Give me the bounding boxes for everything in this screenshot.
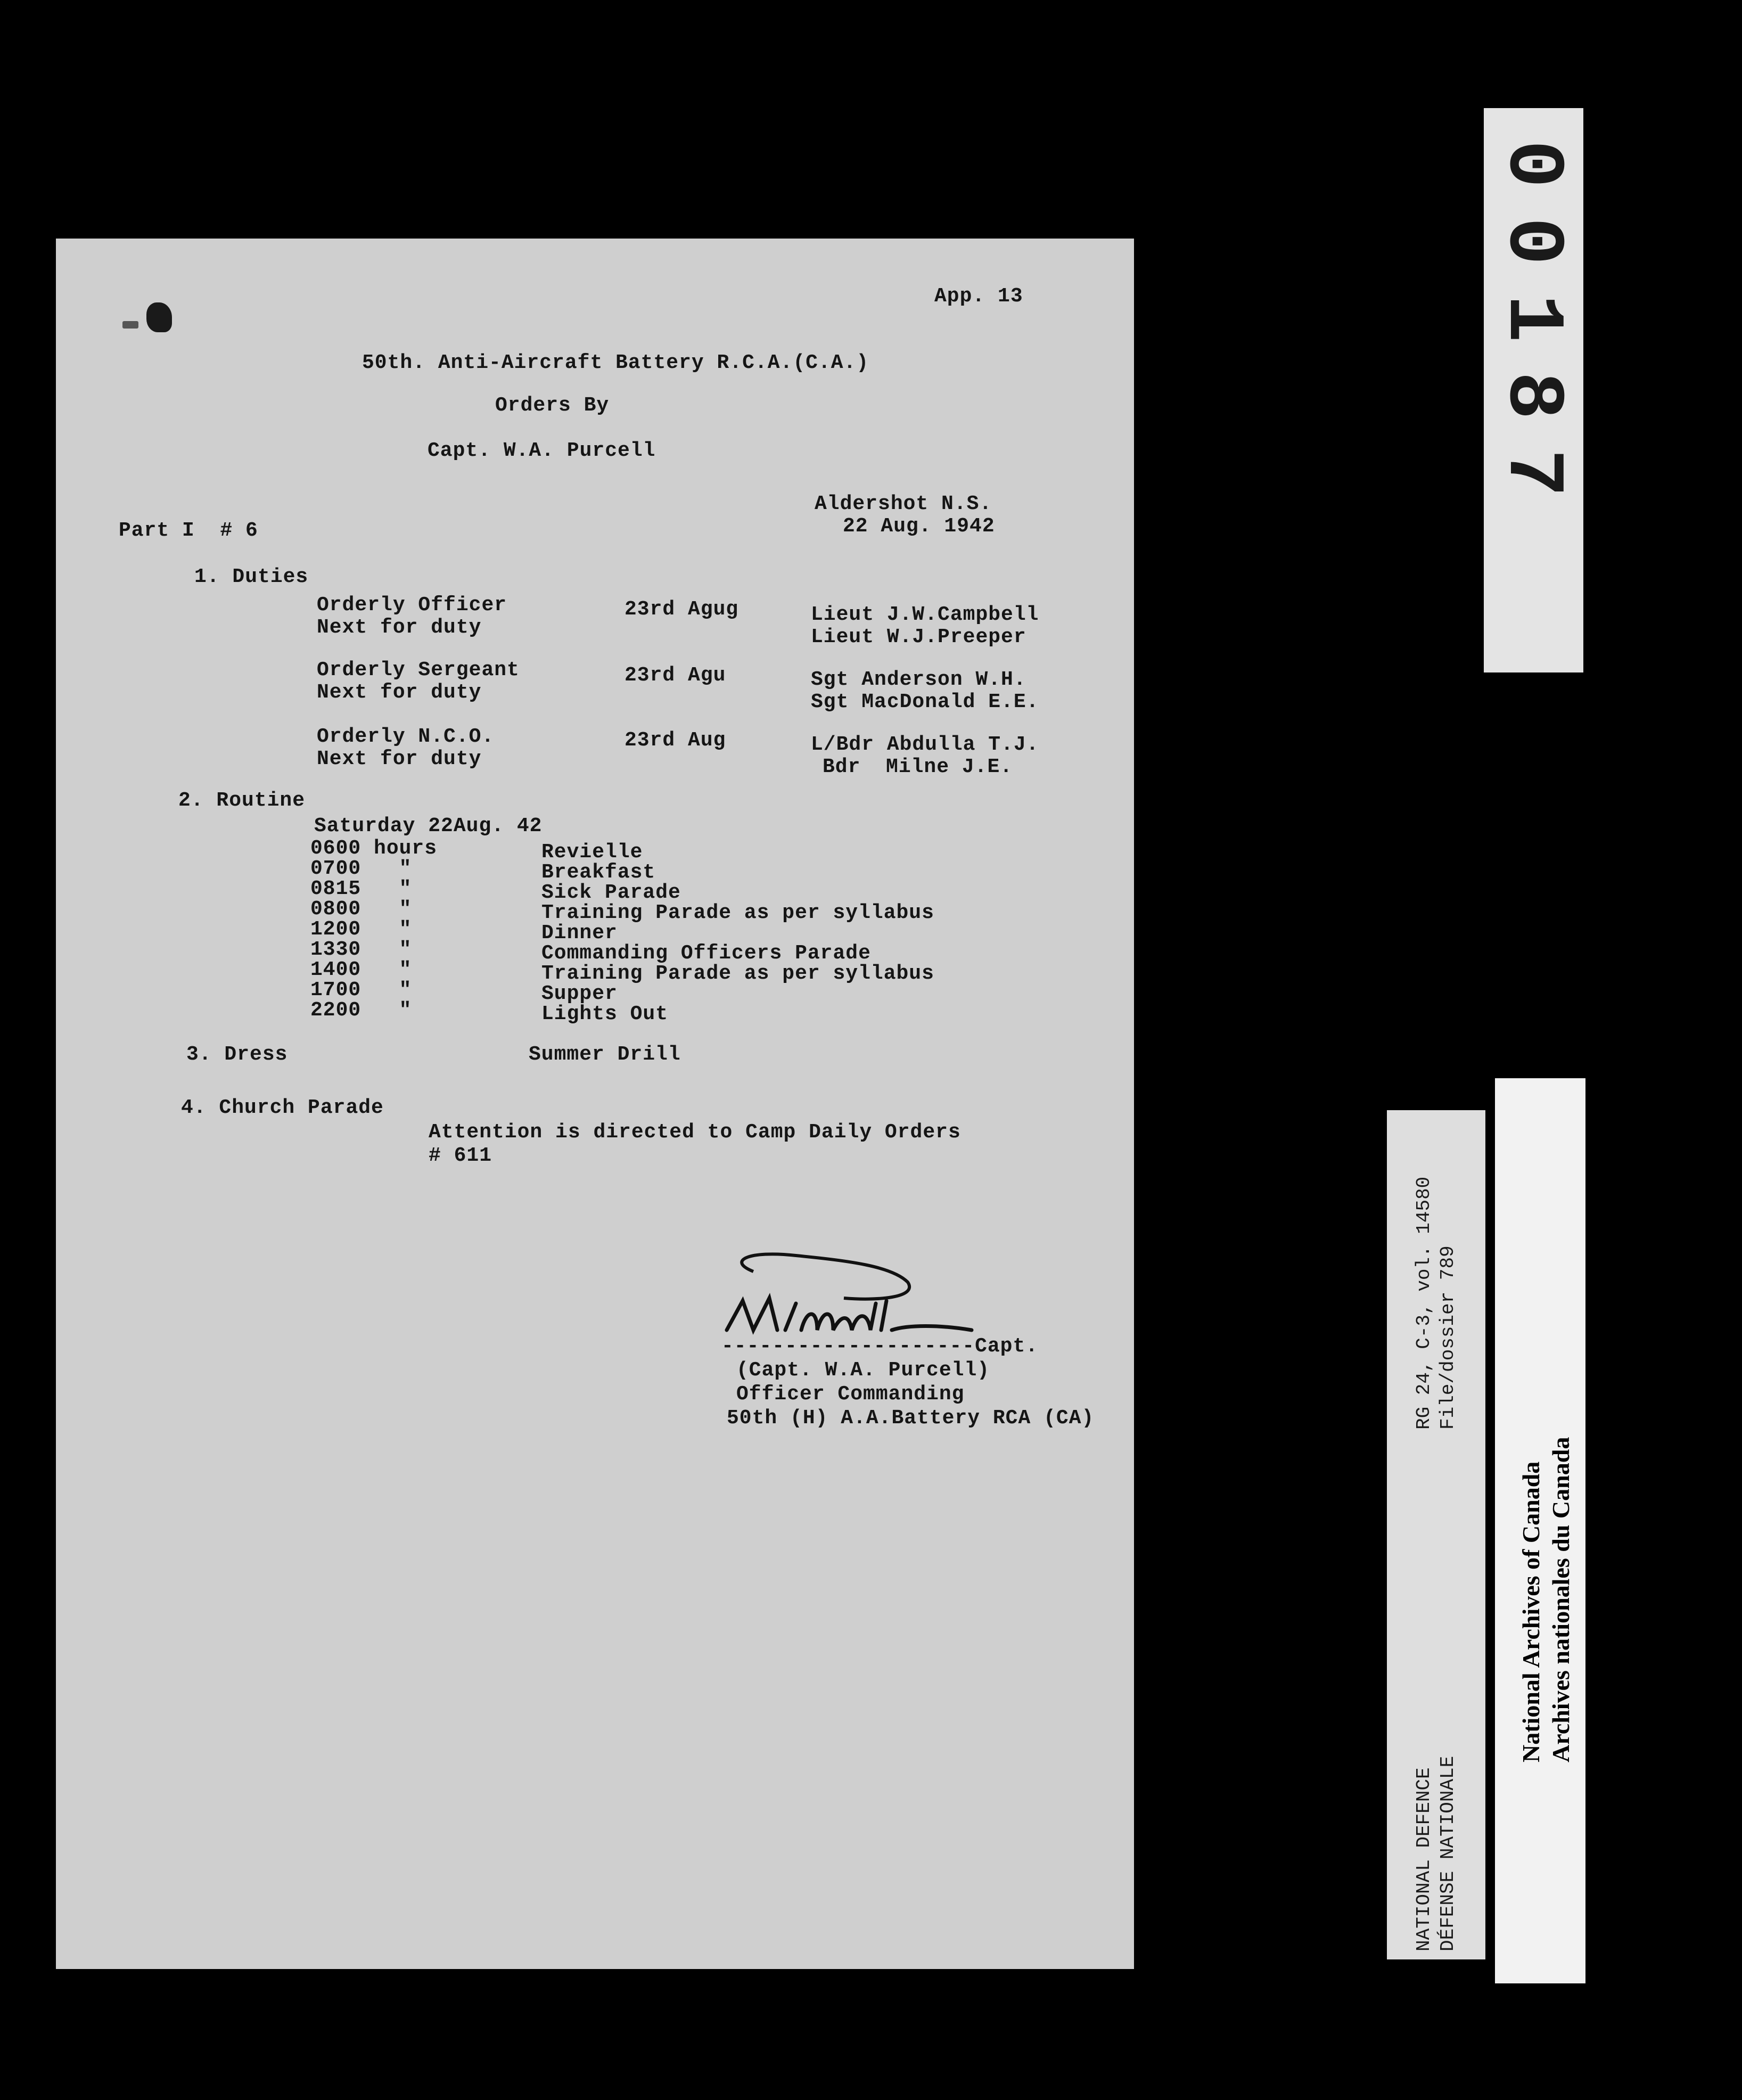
church-text: Attention is directed to Camp Daily Orders bbox=[429, 1121, 961, 1144]
duties-heading: 1. Duties bbox=[194, 565, 309, 588]
duty-next: Next for duty bbox=[317, 681, 482, 704]
archives-name-fr: Archives nationales du Canada bbox=[1547, 1437, 1574, 1762]
routine-event: Training Parade as per syllabus bbox=[541, 901, 934, 924]
duty-role: Orderly N.C.O. bbox=[317, 725, 495, 748]
duty-next: Next for duty bbox=[317, 616, 482, 639]
signature-unit: 50th (H) A.A.Battery RCA (CA) bbox=[727, 1407, 1095, 1430]
routine-time: 2200 " bbox=[310, 999, 412, 1022]
unit-title: 50th. Anti-Aircraft Battery R.C.A.(C.A.) bbox=[362, 351, 869, 374]
duty-next-name: Lieut W.J.Preeper bbox=[811, 626, 1026, 649]
duty-name: Lieut J.W.Campbell bbox=[811, 603, 1039, 626]
signature-name: (Capt. W.A. Purcell) bbox=[736, 1359, 990, 1382]
department-line-2: DÉFENSE NATIONALE bbox=[1437, 1756, 1459, 1951]
handwritten-signature bbox=[716, 1250, 1014, 1346]
duty-role: Orderly Sergeant bbox=[317, 659, 520, 682]
duty-next-name: Bdr Milne J.E. bbox=[823, 756, 1013, 778]
routine-time: 0600 hours bbox=[310, 837, 438, 860]
document-page bbox=[56, 239, 1134, 1969]
part-number: Part I # 6 bbox=[119, 519, 258, 542]
dress-value: Summer Drill bbox=[529, 1043, 681, 1066]
dress-heading: 3. Dress bbox=[186, 1043, 288, 1066]
routine-day: Saturday 22Aug. 42 bbox=[314, 815, 543, 838]
frame-number: 00187 bbox=[1486, 140, 1577, 527]
duty-name: Sgt Anderson W.H. bbox=[811, 668, 1026, 691]
archives-brand-label bbox=[1495, 1078, 1585, 1983]
frame-number-strip bbox=[1484, 108, 1583, 672]
routine-event: Supper bbox=[541, 982, 618, 1005]
routine-heading: 2. Routine bbox=[178, 789, 306, 812]
routine-time: 1330 " bbox=[310, 938, 412, 961]
ink-mark bbox=[122, 321, 138, 329]
routine-time: 0700 " bbox=[310, 857, 412, 880]
duty-date: 23rd Agu bbox=[625, 664, 726, 687]
routine-time: 1200 " bbox=[310, 918, 412, 941]
signature-title: Officer Commanding bbox=[736, 1383, 965, 1406]
place: Aldershot N.S. bbox=[815, 493, 992, 515]
archives-name-en: National Archives of Canada bbox=[1517, 1461, 1544, 1762]
duty-name: L/Bdr Abdulla T.J. bbox=[811, 733, 1039, 756]
reference-line-2: File/dossier 789 bbox=[1437, 1245, 1459, 1430]
orders-by: Orders By bbox=[495, 394, 610, 417]
routine-event: Training Parade as per syllabus bbox=[541, 962, 934, 985]
reference-label bbox=[1387, 1110, 1485, 1959]
routine-time: 0800 " bbox=[310, 898, 412, 921]
duty-date: 23rd Agug bbox=[625, 598, 739, 621]
routine-event: Sick Parade bbox=[541, 881, 681, 904]
routine-event: Lights Out bbox=[541, 1003, 669, 1026]
routine-event: Dinner bbox=[541, 922, 618, 945]
duty-next: Next for duty bbox=[317, 748, 482, 770]
reference-line-1: RG 24, C-3, vol. 14580 bbox=[1413, 1176, 1435, 1430]
routine-time: 1700 " bbox=[310, 979, 412, 1002]
commander: Capt. W.A. Purcell bbox=[428, 439, 656, 462]
duty-date: 23rd Aug bbox=[625, 729, 726, 752]
duty-next-name: Sgt MacDonald E.E. bbox=[811, 691, 1039, 713]
routine-time: 1400 " bbox=[310, 958, 412, 981]
routine-event: Revielle bbox=[541, 841, 643, 864]
department-line-1: NATIONAL DEFENCE bbox=[1413, 1767, 1435, 1951]
routine-time: 0815 " bbox=[310, 877, 412, 900]
routine-event: Commanding Officers Parade bbox=[541, 942, 871, 965]
date: 22 Aug. 1942 bbox=[843, 515, 995, 538]
routine-event: Breakfast bbox=[541, 861, 656, 884]
signature-line: --------------------Capt. bbox=[721, 1335, 1039, 1358]
church-reference: # 611 bbox=[429, 1144, 492, 1167]
church-heading: 4. Church Parade bbox=[181, 1096, 384, 1119]
duty-role: Orderly Officer bbox=[317, 594, 507, 617]
ink-blot bbox=[146, 302, 172, 332]
appendix-number: App. 13 bbox=[934, 285, 1023, 308]
